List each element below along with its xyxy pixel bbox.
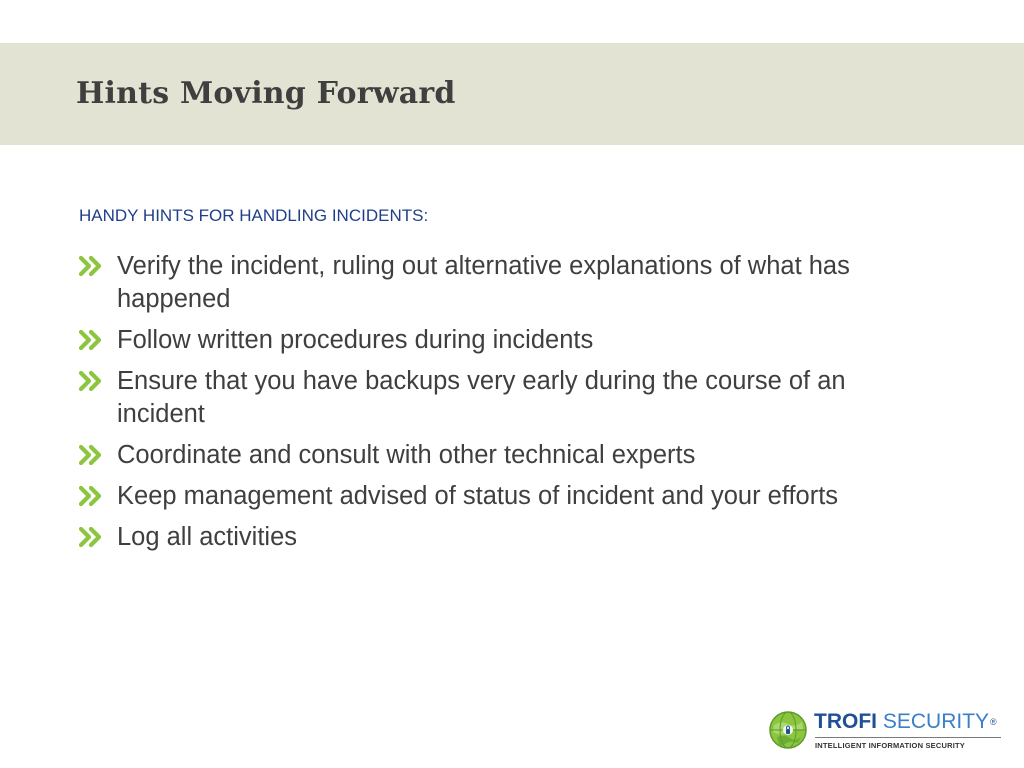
- bullet-text: Ensure that you have backups very early during the course of an incident: [117, 367, 846, 428]
- logo-brand-light: SECURITY: [882, 710, 990, 733]
- bullet-item: [79, 480, 939, 513]
- bullet-item: [79, 250, 939, 316]
- logo-tagline: INTELLIGENT INFORMATION SECURITY: [815, 741, 966, 750]
- bullet-text: Follow written procedures during incidents: [117, 326, 594, 354]
- bullet-list: [79, 250, 939, 562]
- bullet-text: Coordinate and consult with other technical experts: [117, 441, 696, 469]
- bullet-text: Keep management advised of status of incident and your efforts: [117, 482, 839, 510]
- logo-divider: [815, 737, 1001, 738]
- globe-icon: [768, 710, 808, 750]
- bullet-text: Verify the incident, ruling out alternative explanations of what has happened: [117, 252, 850, 313]
- double-chevron-right-icon: [79, 526, 103, 548]
- logo-brand-strong: TROFI: [814, 710, 877, 733]
- double-chevron-right-icon: [79, 370, 103, 392]
- double-chevron-right-icon: [79, 329, 103, 351]
- double-chevron-right-icon: [79, 255, 103, 277]
- logo-brand: [814, 710, 997, 734]
- bullet-text: Log all activities: [117, 523, 298, 551]
- company-logo: [768, 710, 1018, 760]
- double-chevron-right-icon: [79, 444, 103, 466]
- bullet-item: [79, 324, 939, 357]
- bullet-item: [79, 521, 939, 554]
- bullet-item: [79, 439, 939, 472]
- section-subheading: HANDY HINTS FOR HANDLING INCIDENTS:: [79, 206, 429, 225]
- double-chevron-right-icon: [79, 485, 103, 507]
- slide-title: Hints Moving Forward: [76, 76, 456, 111]
- registered-mark: ®: [990, 717, 997, 727]
- bullet-item: [79, 365, 939, 431]
